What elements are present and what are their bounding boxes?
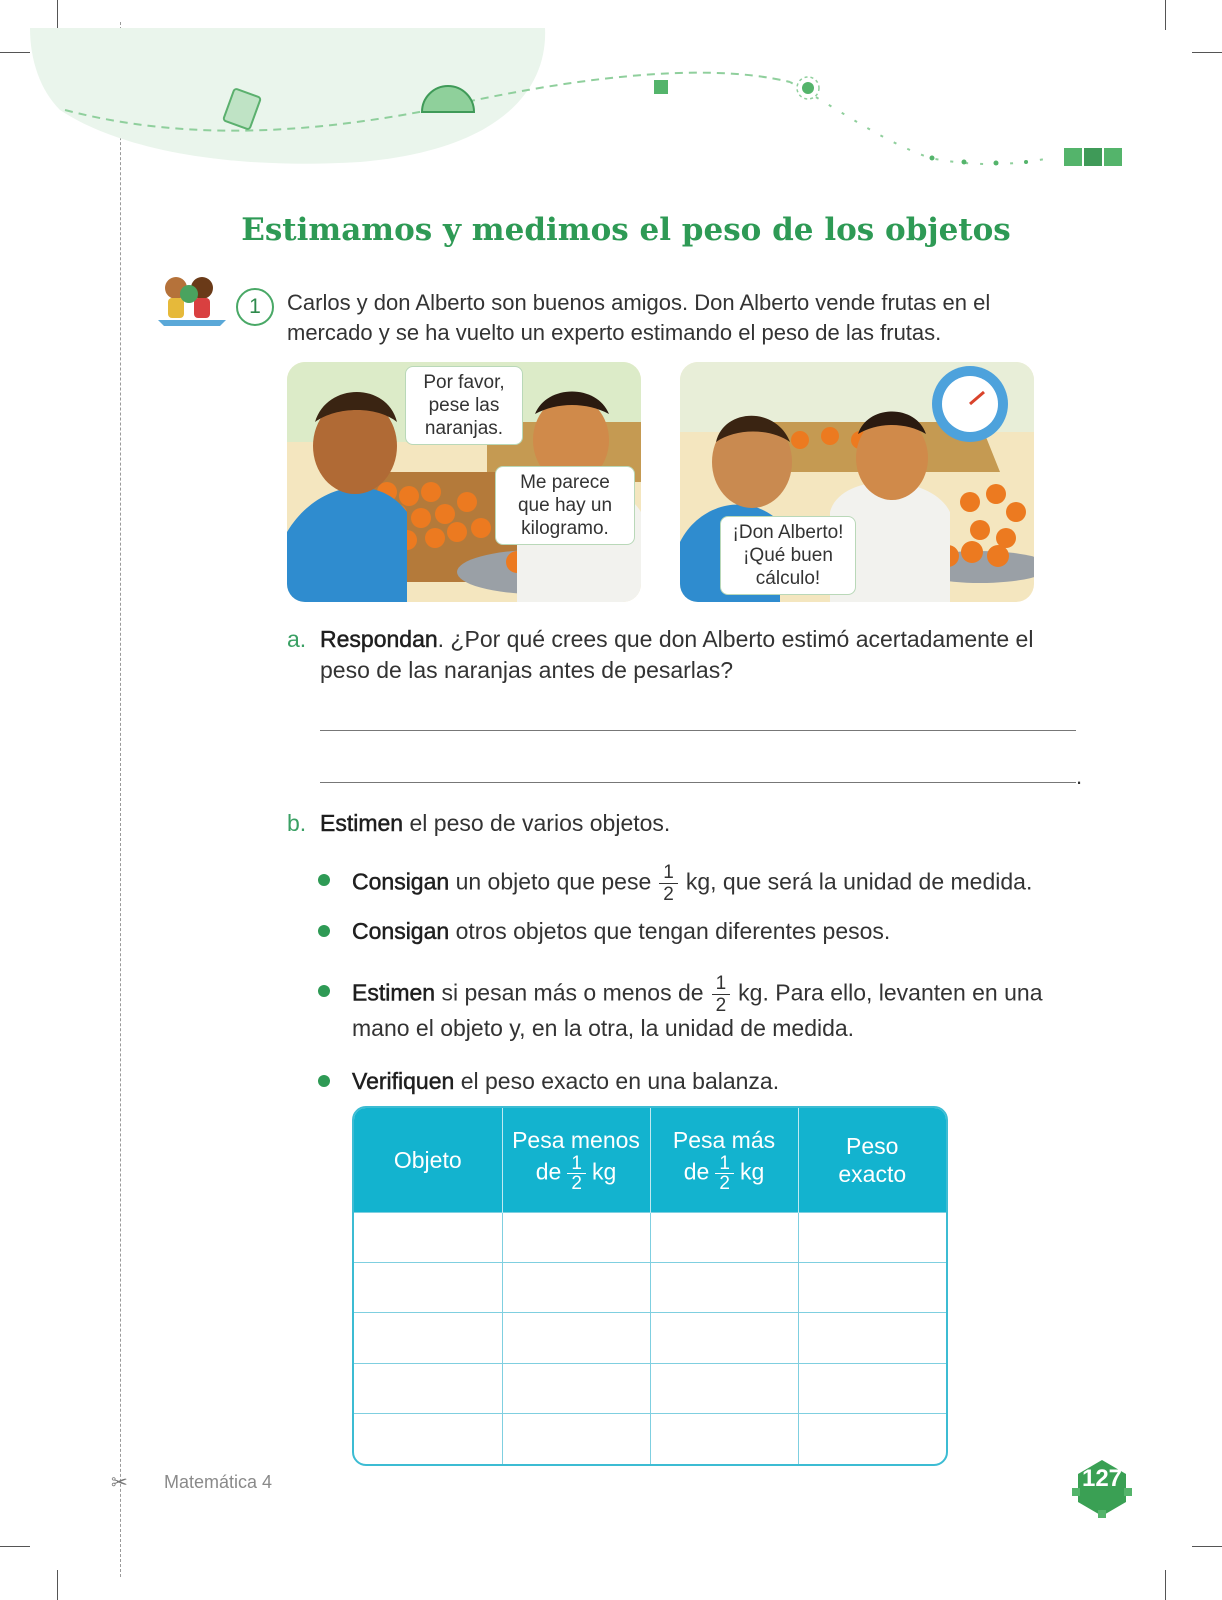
table-cell[interactable] — [502, 1313, 650, 1363]
answer-line[interactable] — [320, 730, 1076, 731]
cubes-icon — [1064, 148, 1122, 166]
answer-line[interactable] — [320, 782, 1076, 783]
bullet-dot — [318, 925, 330, 937]
question-a-letter: a. — [287, 626, 307, 652]
bullet-verb: Consigan — [352, 868, 450, 895]
question-b-letter: b. — [287, 810, 307, 836]
question-a-verb: Respondan — [320, 626, 438, 652]
table-cell[interactable] — [502, 1212, 650, 1262]
question-b-text — [320, 808, 1080, 839]
crop-mark — [0, 1546, 30, 1547]
exercise-number: 1 — [236, 288, 274, 326]
bullet-item — [352, 862, 1032, 905]
table-cell[interactable] — [798, 1262, 946, 1312]
table-cell[interactable] — [354, 1313, 502, 1363]
bullet-text: otros objetos que tengan diferentes pesos. — [449, 918, 891, 944]
table-cell[interactable] — [650, 1212, 798, 1262]
fraction: $\frac{1}{2}$ — [712, 973, 731, 1016]
bullet-item — [352, 913, 890, 949]
col-header-objeto: Objeto — [354, 1108, 502, 1212]
bullet-continuation: mano el objeto y, en la otra, la unidad de medida. — [352, 1015, 855, 1041]
question-a-text — [320, 624, 1080, 686]
kids-reading-icon — [154, 268, 230, 328]
table-cell[interactable] — [502, 1262, 650, 1312]
bullet-text: un objeto que pese — [449, 868, 652, 895]
bullet-text: kg. Para ello, levanten en una — [738, 979, 1043, 1006]
table-cell[interactable] — [798, 1363, 946, 1413]
bullet-verb: Estimen — [352, 979, 436, 1006]
comic-panel-2 — [680, 362, 1034, 602]
cut-line — [120, 22, 121, 1577]
col-header-peso-exacto: Peso exacto — [798, 1108, 946, 1212]
scissors-icon: ✂ — [111, 1470, 128, 1494]
table-cell[interactable] — [650, 1363, 798, 1413]
bullet-item — [352, 1063, 779, 1099]
exercise-intro: Carlos y don Alberto son buenos amigos. Don Alberto vende frutas en el mercado y se ha vuelto un experto estimando el peso de las frutas. — [287, 290, 991, 345]
bullet-verb: Verifiquen — [352, 1068, 455, 1094]
table-cell[interactable] — [650, 1262, 798, 1312]
fraction: $\frac{1}{2}$ — [659, 862, 678, 905]
scale-dial-icon — [932, 366, 1008, 442]
crop-mark — [1192, 1546, 1222, 1547]
bullet-dot — [318, 874, 330, 886]
fraction: $\frac{1}{2}$ — [567, 1154, 586, 1193]
cube-icon — [654, 80, 668, 94]
bullet-text: si pesan más o menos de — [435, 979, 704, 1006]
table-cell[interactable] — [650, 1414, 798, 1464]
table-row — [354, 1363, 946, 1413]
question-b-verb: Estimen — [320, 810, 404, 836]
table-cell[interactable] — [502, 1414, 650, 1464]
speech-bubble: ¡Don Alberto! ¡Qué buen cálculo! — [720, 516, 856, 595]
bullet-dot — [318, 985, 330, 997]
table-row — [354, 1262, 946, 1312]
table-row — [354, 1212, 946, 1262]
crop-mark — [1165, 1570, 1166, 1600]
speech-bubble: Por favor, pese las naranjas. — [405, 366, 523, 445]
bullet-text: el peso exacto en una balanza. — [454, 1068, 780, 1094]
header-decoration — [0, 0, 1222, 200]
table-cell[interactable] — [354, 1262, 502, 1312]
table-row — [354, 1313, 946, 1363]
table-cell[interactable] — [650, 1313, 798, 1363]
page-title: Estimamos y medimos el peso de los objetos — [241, 212, 1011, 248]
bullet-dot — [318, 1075, 330, 1087]
comic-panel-1 — [287, 362, 641, 602]
question-a-body: . ¿Por qué crees que don Alberto estimó acertadamente el peso de las naranjas antes de pesarlas? — [320, 626, 1034, 683]
footer-book-label: Matemática 4 — [164, 1472, 273, 1492]
table-cell[interactable] — [798, 1212, 946, 1262]
fraction: $\frac{1}{2}$ — [715, 1154, 734, 1193]
col-header-pesa-mas: Pesa más de $\frac{1}{2}$ kg — [650, 1108, 798, 1212]
crop-mark — [57, 1570, 58, 1600]
weights-table — [352, 1106, 948, 1466]
page-number: 127 — [1081, 1465, 1123, 1492]
bullet-text: kg, que será la unidad de medida. — [685, 868, 1033, 895]
answer-period: . — [1076, 764, 1083, 789]
table-row — [354, 1414, 946, 1464]
table-cell[interactable] — [798, 1414, 946, 1464]
col-header-pesa-menos: Pesa menos de $\frac{1}{2}$ kg — [502, 1108, 650, 1212]
bullet-verb: Consigan — [352, 918, 450, 944]
table-cell[interactable] — [502, 1363, 650, 1413]
question-b-body: el peso de varios objetos. — [403, 810, 671, 836]
table-cell[interactable] — [798, 1313, 946, 1363]
table-cell[interactable] — [354, 1363, 502, 1413]
speech-bubble: Me parece que hay un kilogramo. — [495, 466, 635, 545]
table-cell[interactable] — [354, 1414, 502, 1464]
table-cell[interactable] — [354, 1212, 502, 1262]
